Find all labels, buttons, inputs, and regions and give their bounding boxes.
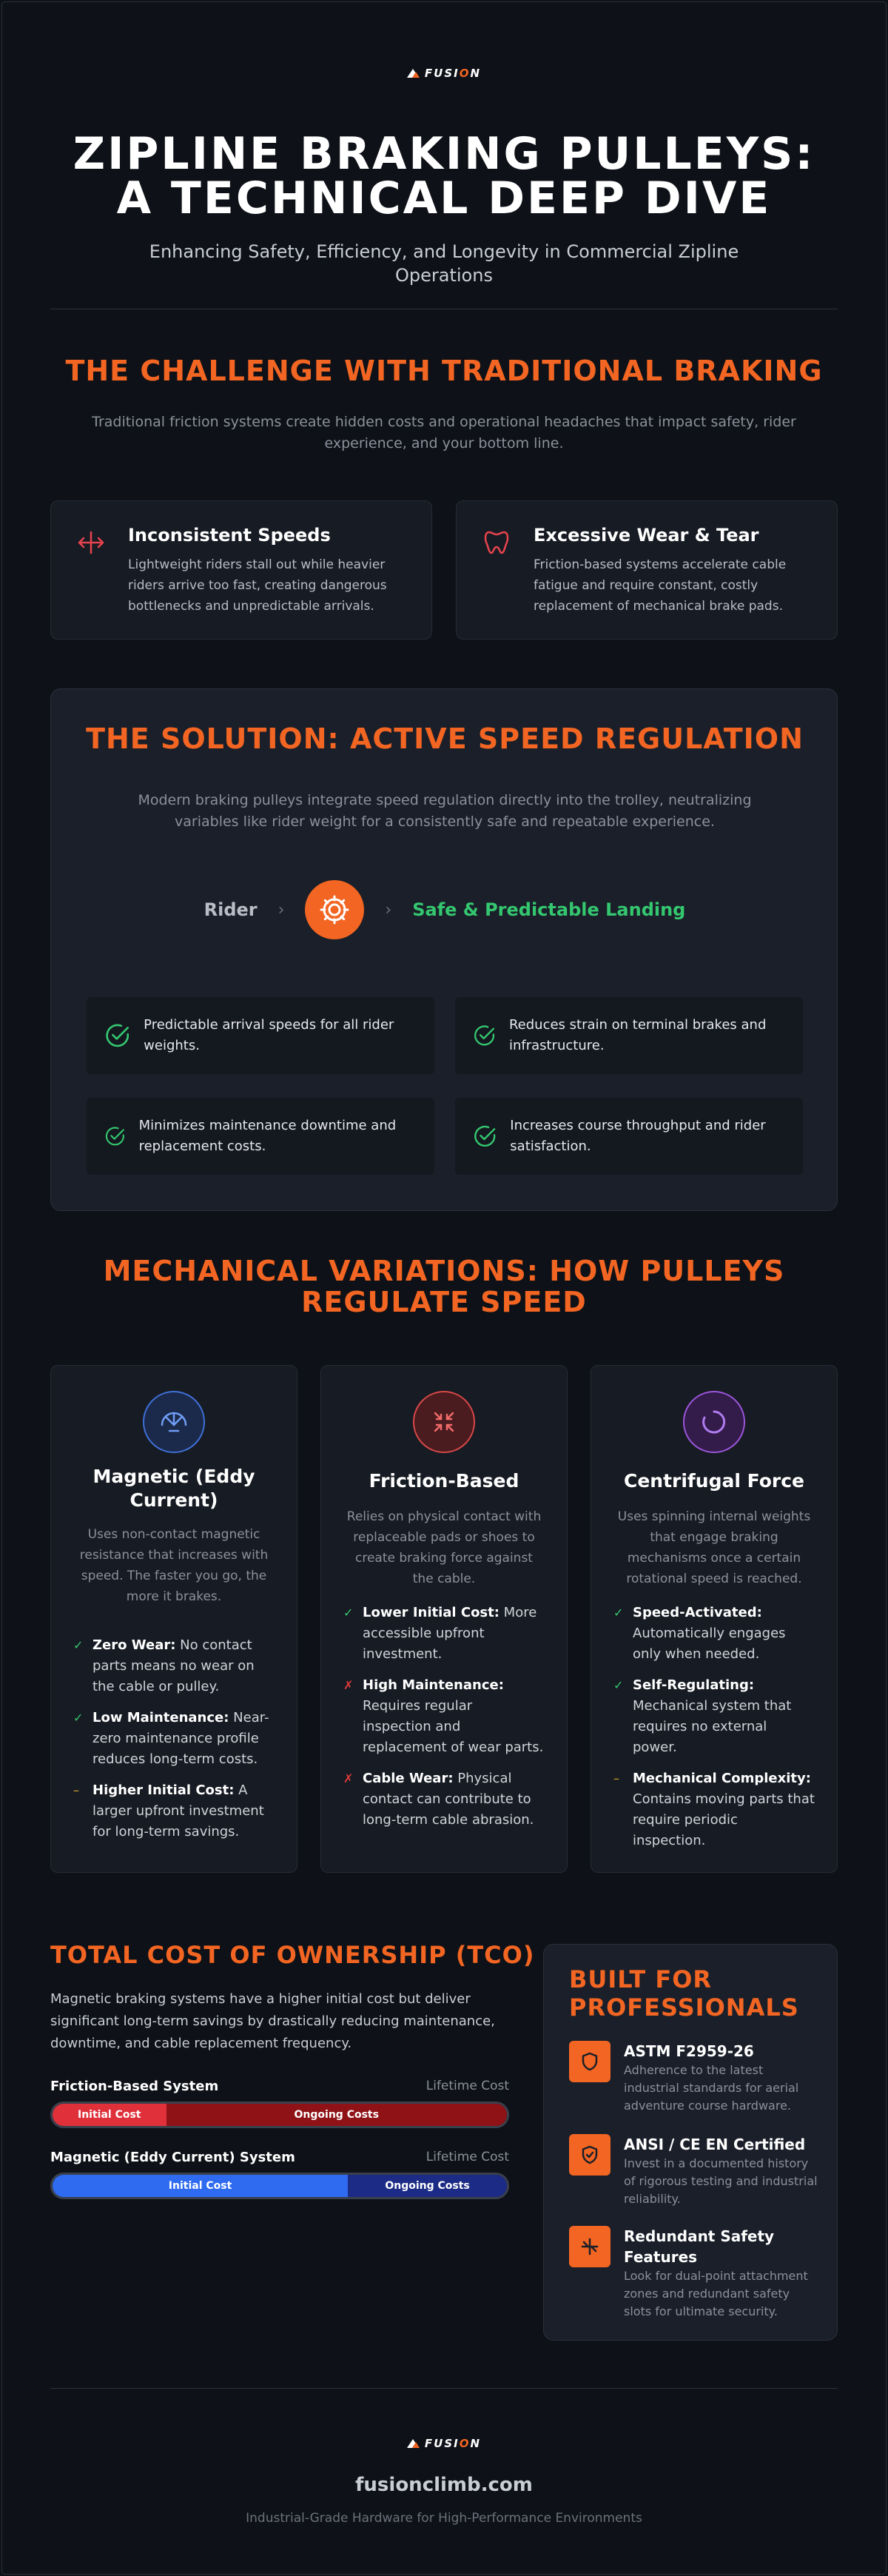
mechanism-description: Relies on physical contact with replaceable pads or shoes to create braking force against the cable. <box>346 1509 542 1586</box>
footer-tagline: Industrial-Grade Hardware for High-Performance Environments <box>246 2511 642 2526</box>
feature-item: – Mechanical Complexity: Contains moving parts that require periodic inspection. <box>613 1768 815 1851</box>
benefit-item <box>455 1098 803 1175</box>
solution-title: THE SOLUTION: ACTIVE SPEED REGULATION <box>86 722 804 755</box>
ongoing-cost-segment: Ongoing Costs <box>166 2104 508 2126</box>
redundancy-icon <box>569 2226 610 2267</box>
mechanism-description: Uses spinning internal weights that engage braking mechanisms once a certain rotational speed is reached. <box>617 1509 811 1586</box>
tooth-icon <box>482 528 511 560</box>
tco-description: Magnetic braking systems have a higher initial cost but deliver significant long-term savings by drastically reducing maintenance, downtime, and cable replacement frequency. <box>50 1991 495 2051</box>
check-icon: ✓ <box>613 1678 624 1692</box>
benefit-item <box>87 1098 434 1175</box>
hero-subtitle: Enhancing Safety, Efficiency, and Longevity in Commercial Zipline Operations <box>149 241 739 286</box>
magnet-gauge-icon <box>143 1391 205 1453</box>
logo-text: FUSION <box>424 2437 482 2450</box>
solution-description: Modern braking pulleys integrate speed regulation directly into the trolley, neutralizing variables like rider weight for a consistently safe and repeatable experience. <box>138 792 752 830</box>
footer-site-link[interactable]: fusionclimb.com <box>355 2474 533 2496</box>
gear-icon <box>305 880 364 939</box>
feature-item: ✗ High Maintenance: Requires regular inspection and replacement of wear parts. <box>343 1675 545 1758</box>
cost-bar <box>50 2102 509 2128</box>
mechanism-card-friction <box>320 1365 568 1873</box>
flow-end: Safe & Predictable Landing <box>412 899 686 920</box>
divider <box>50 2388 838 2389</box>
professionals-panel <box>543 1944 838 2341</box>
logo-text: FUSION <box>424 67 482 80</box>
feature-item: ✓ Zero Wear: No contact parts means no wear on the cable or pulley. <box>73 1635 275 1697</box>
challenge-description: Traditional friction systems create hidden costs and operational headaches that impact safety, rider experience, and your bottom line. <box>92 414 796 452</box>
feature-item: ✓ Speed-Activated: Automatically engages only when needed. <box>613 1603 815 1665</box>
tco-bar-friction <box>50 2079 509 2128</box>
mechanics-title: MECHANICAL VARIATIONS: HOW PULLEYS REGULATE SPEED <box>103 1255 785 1318</box>
tco-bar-magnetic <box>50 2150 509 2199</box>
check-circle-icon <box>104 1021 130 1050</box>
mechanism-card-centrifugal <box>591 1365 838 1873</box>
spinner-icon <box>683 1391 745 1453</box>
hero <box>0 128 888 287</box>
hero-title: ZIPLINE BRAKING PULLEYS: A TECHNICAL DEEP DIVE <box>73 128 815 224</box>
professional-name: ASTM F2959-26 <box>624 2042 754 2060</box>
check-icon: ✓ <box>73 1638 84 1652</box>
feature-item: – Higher Initial Cost: A larger upfront investment for long-term savings. <box>73 1780 275 1842</box>
check-circle-icon <box>473 1121 497 1151</box>
bar-right-label: Lifetime Cost <box>426 2150 509 2164</box>
challenge-card-speeds <box>50 500 432 640</box>
arrows-horizontal-icon <box>76 528 106 560</box>
check-icon: ✓ <box>73 1711 84 1725</box>
mechanism-description: Uses non-contact magnetic resistance that increases with speed. The faster you go, the more it brakes. <box>79 1527 269 1604</box>
benefit-item <box>87 997 434 1074</box>
feature-item: ✓ Lower Initial Cost: More accessible upfront investment. <box>343 1603 545 1665</box>
professional-item <box>569 2134 821 2208</box>
mechanism-title: Magnetic (Eddy Current) <box>92 1466 255 1511</box>
bar-right-label: Lifetime Cost <box>426 2079 509 2093</box>
mechanism-card-magnetic <box>50 1365 297 1873</box>
benefit-text: Reduces strain on terminal brakes and infrastructure. <box>508 1017 767 1053</box>
feature-item: ✗ Cable Wear: Physical contact can contribute to long-term cable abrasion. <box>343 1768 545 1831</box>
card-body: Lightweight riders stall out while heavier riders arrive too fast, creating dangerous bottlenecks and unpredictable arrivals. <box>128 557 387 614</box>
check-icon: ✓ <box>343 1606 354 1620</box>
benefit-text: Minimizes maintenance downtime and replacement costs. <box>138 1118 397 1154</box>
bar-label: Friction-Based System <box>50 2079 219 2094</box>
professional-item <box>569 2041 821 2115</box>
cost-bar <box>50 2173 509 2199</box>
header-logo[interactable] <box>0 67 888 80</box>
benefit-item <box>455 997 803 1074</box>
flow-start: Rider <box>204 899 258 920</box>
check-icon: ✓ <box>613 1606 624 1620</box>
solution-panel <box>50 688 838 1211</box>
professional-name: ANSI / CE EN Certified <box>624 2136 806 2153</box>
professional-item <box>569 2226 821 2321</box>
feature-list <box>73 1635 275 1842</box>
initial-cost-segment: Initial Cost <box>53 2175 348 2197</box>
check-circle-icon <box>473 1021 496 1050</box>
shield-icon <box>569 2041 610 2082</box>
chevron-right-icon: › <box>385 900 392 919</box>
feature-item: ✓ Self-Regulating: Mechanical system that requires no external power. <box>613 1675 815 1758</box>
ongoing-cost-segment: Ongoing Costs <box>348 2175 507 2197</box>
card-title: Excessive Wear & Tear <box>534 525 759 546</box>
mechanism-title: Centrifugal Force <box>623 1470 804 1492</box>
dash-icon: – <box>613 1771 619 1785</box>
cross-icon: ✗ <box>343 1771 354 1785</box>
tco-title: TOTAL COST OF OWNERSHIP (TCO) <box>50 1941 535 1969</box>
feature-list <box>343 1603 545 1831</box>
card-body: Friction-based systems accelerate cable fatigue and require constant, costly replacement of mechanical brake pads. <box>534 557 787 614</box>
dash-icon: – <box>73 1783 79 1797</box>
logo-mark-icon <box>407 2439 420 2448</box>
benefit-text: Predictable arrival speeds for all rider weights. <box>144 1017 394 1053</box>
compress-arrows-icon <box>413 1391 475 1453</box>
check-circle-icon <box>104 1121 126 1151</box>
challenge-card-wear <box>456 500 838 640</box>
benefit-text: Increases course throughput and rider satisfaction. <box>510 1118 766 1154</box>
challenge-title: THE CHALLENGE WITH TRADITIONAL BRAKING <box>65 355 823 387</box>
chevron-right-icon: › <box>278 900 285 919</box>
feature-list <box>613 1603 815 1851</box>
professional-desc: Look for dual-point attachment zones and redundant safety slots for ultimate security. <box>624 2269 808 2318</box>
professional-name: Redundant Safety Features <box>624 2227 775 2266</box>
logo-mark-icon <box>407 69 420 78</box>
professionals-title: BUILT FOR PROFESSIONALS <box>569 1965 799 2022</box>
solution-flow <box>51 880 838 939</box>
professional-desc: Adherence to the latest industrial standards for aerial adventure course hardware. <box>624 2063 799 2113</box>
professional-desc: Invest in a documented history of rigorous testing and industrial reliability. <box>624 2156 818 2206</box>
feature-item: ✓ Low Maintenance: Near-zero maintenance profile reduces long-term costs. <box>73 1708 275 1770</box>
shield-check-icon <box>569 2134 610 2176</box>
footer-logo[interactable] <box>0 2437 888 2450</box>
card-title: Inconsistent Speeds <box>128 525 331 546</box>
cross-icon: ✗ <box>343 1678 354 1692</box>
bar-label: Magnetic (Eddy Current) System <box>50 2150 295 2165</box>
initial-cost-segment: Initial Cost <box>53 2104 166 2126</box>
mechanism-title: Friction-Based <box>369 1470 519 1492</box>
